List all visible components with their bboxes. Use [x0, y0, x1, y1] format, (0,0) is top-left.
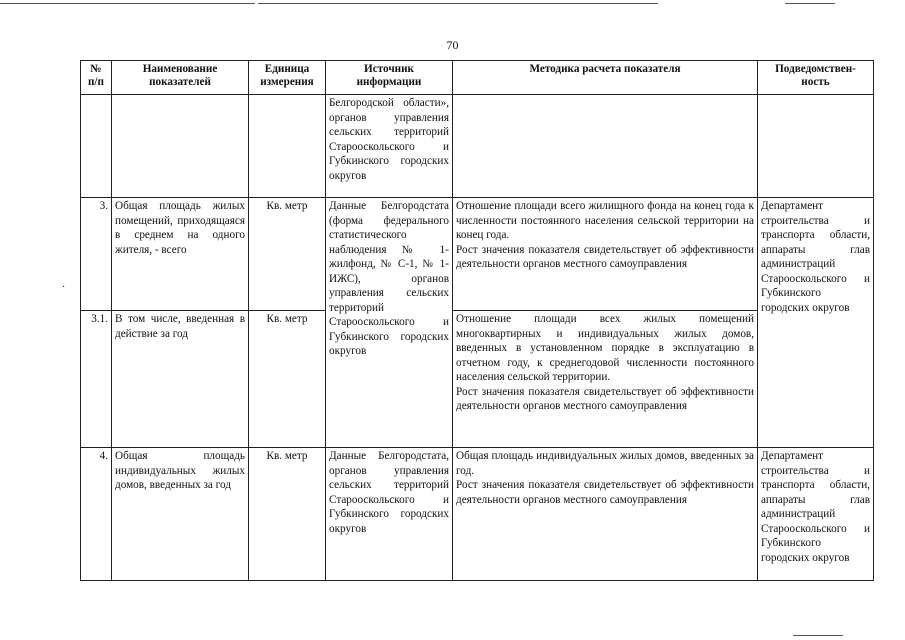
indicators-table	[80, 60, 874, 581]
cell-name: В том числе, введенная в действие за год	[112, 311, 249, 448]
cell-source: Данные Белгородстата, органов управления сельских территорий Старооскольского и Губкинского городских округов	[326, 448, 453, 581]
bottom-rule	[793, 635, 843, 636]
top-rule-left	[0, 3, 255, 4]
page-number: 70	[446, 38, 459, 52]
cell-method: Общая площадь индивидуальных жилых домов, введенных за год. Рост значения показателя свидетельствует об эффективности деятельности органов местного самоуправления	[453, 448, 758, 581]
header-num: № п/п	[81, 61, 112, 95]
cell-source: Белгородской области», органов управления сельских территорий Старооскольского и Губкинского городских округов	[326, 95, 453, 198]
cell-unit: Кв. метр	[249, 311, 326, 448]
header-method: Методика расчета показателя	[453, 61, 758, 95]
cell-source: Данные Белгородстата (форма федерального статистического наблюдения № 1-жилфонд, № С-1, № 1-ИЖС), органов управления сельских территорий Старооскольского и Губкинского городских округов	[326, 198, 453, 448]
cell-method: Отношение площади всего жилищного фонда на конец года к численности постоянного населения сельской территории на конец года. Рост значения показателя свидетельствует об эффективности деятельности органов местного самоуправления	[453, 198, 758, 311]
cell-name: Общая площадь жилых помещений, приходящаяся в среднем на одного жителя, - всего	[112, 198, 249, 311]
cell-owner	[758, 95, 874, 198]
cell-method: Отношение площади всех жилых помещений многоквартирных и индивидуальных жилых домов, введенных в установленном порядке в эксплуатацию в отчетном году, к среднегодовой численности постоянного населения сельской территории. Рост значения показателя свидетельствует об эффективности деятельности органов местного самоуправления	[453, 311, 758, 448]
margin-mark: ·	[62, 282, 66, 293]
table-header-row	[81, 61, 874, 95]
cell-unit	[249, 95, 326, 198]
cell-unit: Кв. метр	[249, 448, 326, 581]
table-row-continued	[81, 95, 874, 198]
top-rule-middle	[258, 3, 658, 4]
cell-method	[453, 95, 758, 198]
cell-name	[112, 95, 249, 198]
cell-num: 3.1.	[81, 311, 112, 448]
cell-owner: Департамент строительства и транспорта области, аппараты глав администраций Старооскольского и Губкинского городских округов	[758, 198, 874, 448]
header-source: Источник информации	[326, 61, 453, 95]
cell-owner: Департамент строительства и транспорта области, аппараты глав администраций Старооскольского и Губкинского городских округов	[758, 448, 874, 581]
cell-name: Общая площадь индивидуальных жилых домов, введенных за год	[112, 448, 249, 581]
cell-num: 3.	[81, 198, 112, 311]
top-rule-right	[785, 3, 835, 4]
header-name: Наименование показателей	[112, 61, 249, 95]
cell-num	[81, 95, 112, 198]
header-unit: Единица измерения	[249, 61, 326, 95]
table-row-4	[81, 448, 874, 581]
cell-num: 4.	[81, 448, 112, 581]
table-row-3	[81, 198, 874, 311]
table-row-3-1	[81, 311, 874, 448]
header-owner: Подведомствен- ность	[758, 61, 874, 95]
cell-unit: Кв. метр	[249, 198, 326, 311]
